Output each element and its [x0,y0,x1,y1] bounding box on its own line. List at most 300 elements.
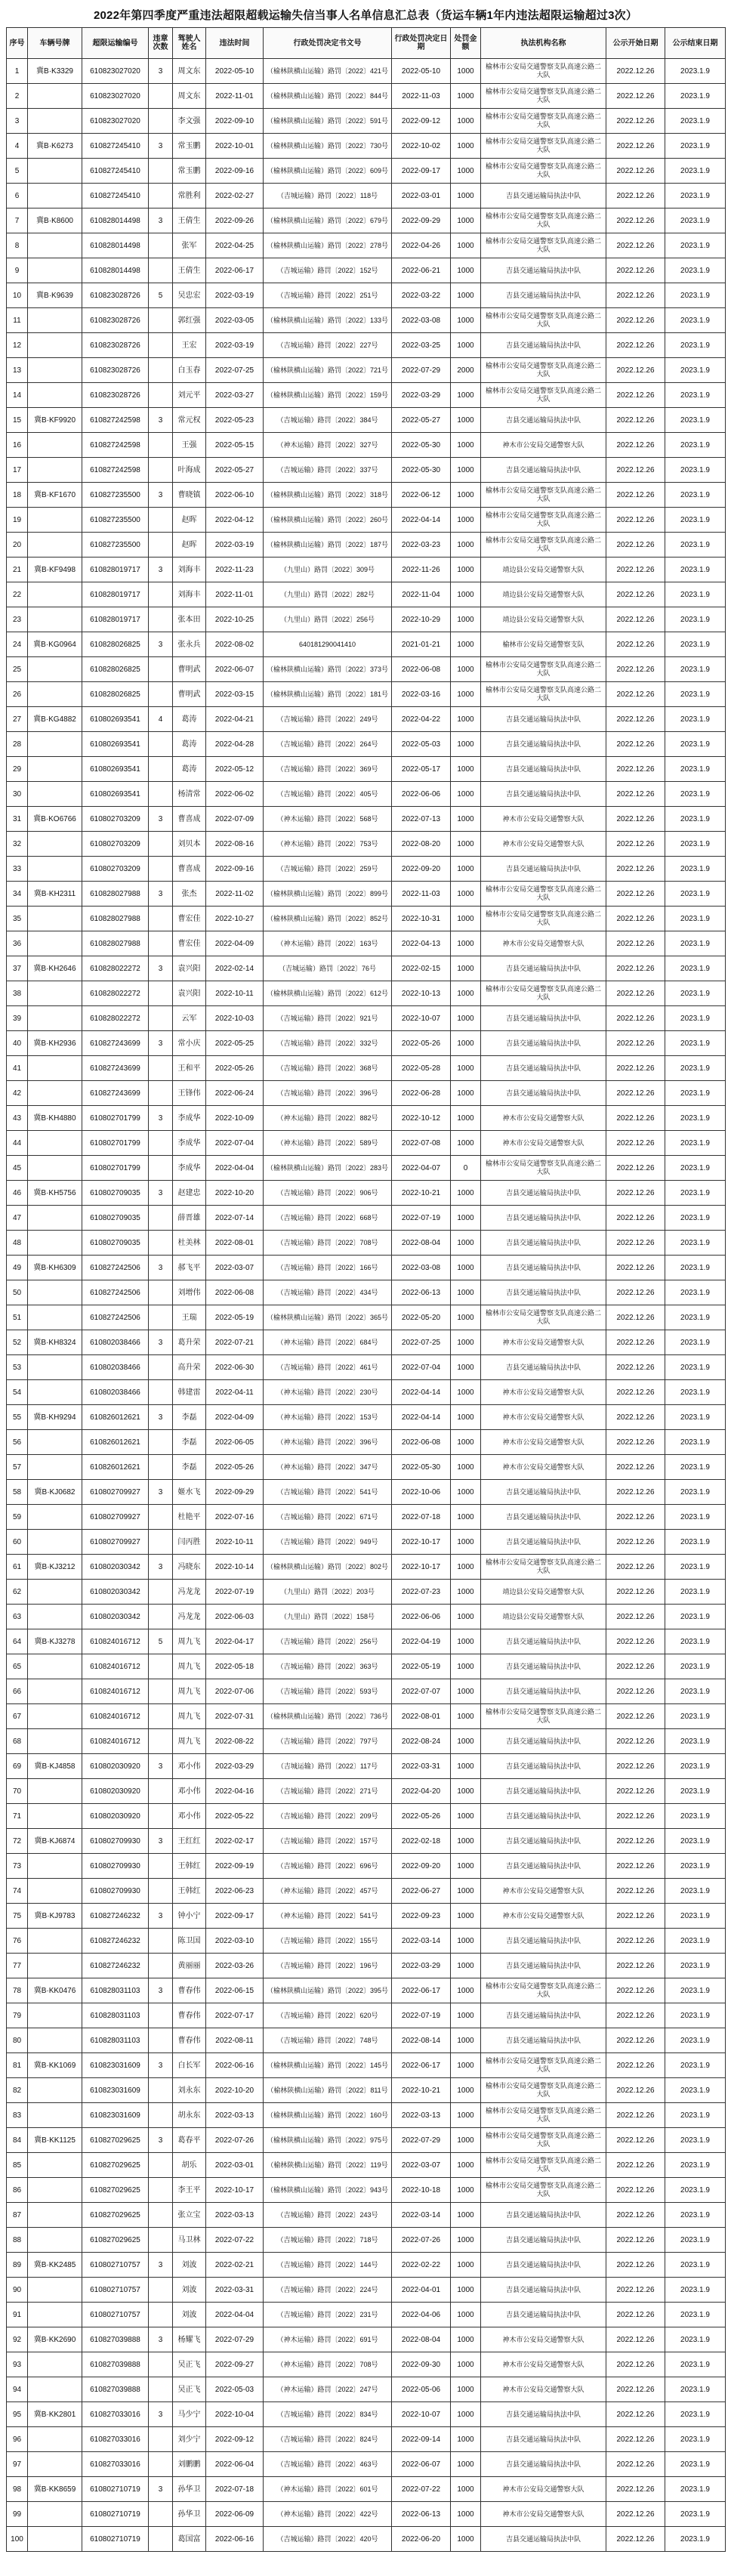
header-violation-date: 违法时间 [206,28,264,59]
cell-decision-no: 640181290041410 [264,632,392,657]
cell-publish-start: 2022.12.26 [606,483,665,508]
cell-decision-date: 2022-10-17 [392,1530,451,1555]
cell-plate [28,931,82,956]
cell-fine: 1000 [451,2053,481,2078]
cell-violation-count: 3 [149,558,173,582]
cell-agency: 榆林市公安局交通警察支队高速公路二大队 [481,308,606,333]
cell-decision-date: 2022-06-13 [392,1280,451,1305]
cell-publish-end: 2023.1.9 [665,2303,726,2327]
cell-index: 66 [7,1679,28,1704]
cell-violation-count [149,233,173,258]
cell-decision-date: 2022-09-29 [392,208,451,233]
cell-agency: 榆林市公安局交通警察支队高速公路二大队 [481,1156,606,1181]
cell-driver: 刘波 [173,2253,206,2278]
cell-index: 31 [7,807,28,832]
cell-publish-start: 2022.12.26 [606,981,665,1006]
cell-violation-date: 2022-06-02 [206,782,264,807]
cell-violation-count [149,832,173,857]
cell-publish-start: 2022.12.26 [606,134,665,159]
cell-decision-date: 2022-06-21 [392,258,451,283]
table-row [7,383,726,408]
cell-plate: 冀B·KH4880 [28,1106,82,1131]
table-row [7,1929,726,1954]
cell-publish-end: 2023.1.9 [665,508,726,533]
cell-driver: 韩建雷 [173,1380,206,1405]
cell-publish-start: 2022.12.26 [606,2053,665,2078]
cell-publish-start: 2022.12.26 [606,1131,665,1156]
cell-index: 45 [7,1156,28,1181]
cell-violation-date: 2022-06-07 [206,657,264,682]
cell-decision-no: （神木运输）路罚〔2022〕882号 [264,1106,392,1131]
cell-plate [28,1380,82,1405]
cell-decision-date: 2022-10-17 [392,1555,451,1580]
table-row [7,1305,726,1330]
cell-permit-no: 610827033016 [82,2452,149,2477]
cell-permit-no: 610827243699 [82,1031,149,1056]
cell-violation-count: 3 [149,2327,173,2352]
table-row [7,283,726,308]
cell-plate: 冀B·KH5756 [28,1181,82,1206]
cell-index: 30 [7,782,28,807]
cell-agency: 榆林市公安局交通警察支队高速公路二大队 [481,358,606,383]
table-row [7,857,726,882]
table-row [7,308,726,333]
cell-agency: 吉县交通运输局执法中队 [481,1256,606,1280]
cell-fine: 1000 [451,558,481,582]
cell-fine: 1000 [451,308,481,333]
cell-index: 63 [7,1605,28,1629]
cell-permit-no: 610827243699 [82,1056,149,1081]
cell-publish-end: 2023.1.9 [665,1380,726,1405]
header-violation-count: 违章次数 [149,28,173,59]
cell-decision-no: （吉城运输）路罚〔2022〕117号 [264,1754,392,1779]
cell-agency: 吉县交通运输局执法中队 [481,408,606,433]
table-row [7,1904,726,1929]
cell-violation-count: 3 [149,1978,173,2003]
cell-violation-count: 3 [149,208,173,233]
table-row [7,732,726,757]
cell-permit-no: 610802701799 [82,1131,149,1156]
cell-decision-no: （吉城运输）路罚〔2022〕166号 [264,1256,392,1280]
cell-decision-no: （榆林陕横山运输）路罚〔2022〕852号 [264,907,392,931]
cell-plate: 冀B·KK2801 [28,2402,82,2427]
table-row [7,1555,726,1580]
cell-agency: 吉县交通运输局执法中队 [481,1854,606,1879]
cell-violation-count [149,1605,173,1629]
header-plate: 车辆号牌 [28,28,82,59]
cell-plate [28,657,82,682]
cell-publish-end: 2023.1.9 [665,2128,726,2153]
cell-violation-date: 2022-03-05 [206,308,264,333]
cell-plate: 冀B·KK2690 [28,2327,82,2352]
table-row [7,258,726,283]
cell-decision-date: 2022-11-03 [392,882,451,907]
cell-fine: 1000 [451,1106,481,1131]
cell-decision-date: 2022-07-13 [392,807,451,832]
cell-violation-date: 2022-07-26 [206,2128,264,2153]
cell-publish-end: 2023.1.9 [665,1978,726,2003]
cell-publish-end: 2023.1.9 [665,1256,726,1280]
cell-agency: 吉县交通运输局执法中队 [481,1081,606,1106]
cell-agency: 吉县交通运输局执法中队 [481,1954,606,1978]
cell-driver: 曹晓镇 [173,483,206,508]
cell-plate [28,1056,82,1081]
cell-plate: 冀B·KJ3212 [28,1555,82,1580]
cell-plate [28,1131,82,1156]
cell-agency: 吉县交通运输局执法中队 [481,1654,606,1679]
cell-violation-count: 3 [149,1181,173,1206]
cell-decision-date: 2022-05-19 [392,1654,451,1679]
cell-agency: 吉县交通运输局执法中队 [481,757,606,782]
cell-violation-date: 2022-03-19 [206,333,264,358]
table-row [7,433,726,458]
cell-driver: 张本田 [173,607,206,632]
cell-publish-start: 2022.12.26 [606,1305,665,1330]
cell-agency: 吉县交通运输局执法中队 [481,2003,606,2028]
cell-publish-start: 2022.12.26 [606,233,665,258]
cell-publish-start: 2022.12.26 [606,757,665,782]
cell-violation-count: 3 [149,2053,173,2078]
cell-agency: 神木市公安局交通警察大队 [481,2502,606,2527]
cell-fine: 1000 [451,2327,481,2352]
cell-driver: 张杰 [173,882,206,907]
cell-index: 99 [7,2502,28,2527]
cell-plate [28,2452,82,2477]
cell-violation-date: 2022-05-12 [206,757,264,782]
cell-fine: 1000 [451,1256,481,1280]
cell-fine: 1000 [451,1131,481,1156]
table-row [7,1505,726,1530]
cell-permit-no: 610827245410 [82,184,149,208]
cell-index: 59 [7,1505,28,1530]
cell-plate [28,732,82,757]
cell-plate [28,2278,82,2303]
cell-fine: 1000 [451,1405,481,1430]
cell-publish-start: 2022.12.26 [606,2452,665,2477]
cell-violation-date: 2022-05-26 [206,1455,264,1480]
cell-driver: 刘增伟 [173,1280,206,1305]
cell-decision-no: （吉城运输）路罚〔2022〕368号 [264,1056,392,1081]
cell-driver: 曹春伟 [173,2028,206,2053]
cell-publish-start: 2022.12.26 [606,882,665,907]
cell-decision-no: （榆林陕横山运输）路罚〔2022〕373号 [264,657,392,682]
cell-index: 76 [7,1929,28,1954]
cell-agency: 吉县交通运输局执法中队 [481,2452,606,2477]
cell-fine: 1000 [451,1330,481,1355]
cell-driver: 王强 [173,433,206,458]
cell-plate [28,2502,82,2527]
table-row [7,2253,726,2278]
cell-violation-count [149,1505,173,1530]
cell-decision-no: （榆林陕横山运输）路罚〔2022〕736号 [264,1704,392,1729]
cell-plate: 冀B·KG4882 [28,707,82,732]
cell-violation-date: 2022-06-09 [206,2502,264,2527]
cell-decision-date: 2022-05-06 [392,2377,451,2402]
cell-index: 18 [7,483,28,508]
cell-violation-date: 2022-05-22 [206,1804,264,1829]
cell-plate [28,258,82,283]
cell-driver: 常小庆 [173,1031,206,1056]
table-row [7,582,726,607]
cell-publish-end: 2023.1.9 [665,1181,726,1206]
cell-permit-no: 610828031103 [82,1978,149,2003]
cell-plate [28,1804,82,1829]
cell-decision-date: 2022-08-20 [392,832,451,857]
cell-decision-no: （神木运输）路罚〔2022〕327号 [264,433,392,458]
cell-publish-start: 2022.12.26 [606,2527,665,2552]
cell-violation-date: 2022-06-08 [206,1280,264,1305]
cell-fine: 1000 [451,1280,481,1305]
cell-decision-no: （吉城运输）路罚〔2022〕671号 [264,1505,392,1530]
cell-index: 57 [7,1455,28,1480]
cell-decision-date: 2022-05-26 [392,1804,451,1829]
cell-plate [28,308,82,333]
cell-decision-no: （榆林陕横山运输）路罚〔2022〕844号 [264,84,392,109]
table-row [7,1605,726,1629]
cell-violation-date: 2022-02-17 [206,1829,264,1854]
cell-publish-start: 2022.12.26 [606,1006,665,1031]
cell-violation-date: 2022-10-03 [206,1006,264,1031]
cell-driver: 王宏 [173,333,206,358]
cell-permit-no: 610802709927 [82,1480,149,1505]
cell-publish-end: 2023.1.9 [665,1555,726,1580]
cell-publish-end: 2023.1.9 [665,1006,726,1031]
cell-publish-start: 2022.12.26 [606,2327,665,2352]
cell-publish-start: 2022.12.26 [606,2502,665,2527]
cell-permit-no: 610802038466 [82,1380,149,1405]
cell-violation-count [149,1779,173,1804]
cell-decision-no: （榆林陕横山运输）路罚〔2022〕278号 [264,233,392,258]
cell-driver: 王韩红 [173,1879,206,1904]
table-row [7,1978,726,2003]
cell-decision-no: （吉城运输）路罚〔2022〕921号 [264,1006,392,1031]
cell-violation-count [149,333,173,358]
cell-fine: 1000 [451,2377,481,2402]
cell-publish-start: 2022.12.26 [606,931,665,956]
cell-index: 27 [7,707,28,732]
cell-permit-no: 610802030920 [82,1804,149,1829]
cell-decision-date: 2022-06-06 [392,1605,451,1629]
cell-publish-end: 2023.1.9 [665,1231,726,1256]
cell-publish-start: 2022.12.26 [606,857,665,882]
cell-decision-no: （吉城运输）路罚〔2022〕231号 [264,2303,392,2327]
cell-violation-count [149,2278,173,2303]
cell-index: 3 [7,109,28,134]
cell-decision-no: （神木运输）路罚〔2022〕691号 [264,2327,392,2352]
cell-index: 89 [7,2253,28,2278]
cell-driver: 李文强 [173,109,206,134]
cell-violation-count [149,2452,173,2477]
cell-publish-end: 2023.1.9 [665,1530,726,1555]
cell-publish-end: 2023.1.9 [665,2003,726,2028]
cell-agency: 榆林市公安局交通警察支队高速公路二大队 [481,981,606,1006]
cell-driver: 周九飞 [173,1629,206,1654]
cell-fine: 1000 [451,2502,481,2527]
cell-index: 44 [7,1131,28,1156]
cell-violation-date: 2022-09-27 [206,2352,264,2377]
cell-agency: 神木市公安局交通警察大队 [481,433,606,458]
cell-index: 35 [7,907,28,931]
cell-publish-start: 2022.12.26 [606,1380,665,1405]
cell-driver: 曹宏佳 [173,907,206,931]
cell-permit-no: 610823028726 [82,308,149,333]
cell-violation-date: 2022-07-18 [206,2477,264,2502]
cell-permit-no: 610823031609 [82,2053,149,2078]
cell-index: 54 [7,1380,28,1405]
cell-permit-no: 610828022272 [82,981,149,1006]
cell-publish-end: 2023.1.9 [665,931,726,956]
cell-permit-no: 610802030342 [82,1605,149,1629]
cell-plate [28,2228,82,2253]
cell-permit-no: 610802038466 [82,1355,149,1380]
cell-violation-count [149,1580,173,1605]
cell-violation-count [149,2427,173,2452]
cell-permit-no: 610823028726 [82,383,149,408]
cell-fine: 1000 [451,1006,481,1031]
cell-index: 14 [7,383,28,408]
cell-permit-no: 610802709035 [82,1181,149,1206]
cell-index: 41 [7,1056,28,1081]
cell-decision-no: （榆林陕横山运输）路罚〔2022〕395号 [264,1978,392,2003]
cell-publish-start: 2022.12.26 [606,1929,665,1954]
cell-decision-date: 2022-07-23 [392,1580,451,1605]
cell-publish-start: 2022.12.26 [606,1430,665,1455]
cell-publish-end: 2023.1.9 [665,2253,726,2278]
cell-decision-date: 2022-03-08 [392,1256,451,1280]
cell-decision-no: （榆林陕横山运输）路罚〔2022〕187号 [264,533,392,558]
cell-publish-start: 2022.12.26 [606,1704,665,1729]
cell-permit-no: 610828019717 [82,607,149,632]
cell-decision-date: 2022-06-08 [392,1430,451,1455]
cell-decision-date: 2022-07-26 [392,2228,451,2253]
header-publish-start: 公示开始日期 [606,28,665,59]
table-row [7,483,726,508]
cell-agency: 榆林市公安局交通警察支队高速公路二大队 [481,508,606,533]
table-row [7,981,726,1006]
cell-violation-date: 2022-10-01 [206,134,264,159]
cell-violation-date: 2022-05-15 [206,433,264,458]
cell-decision-no: （九里山）路罚〔2022〕256号 [264,607,392,632]
cell-publish-start: 2022.12.26 [606,1779,665,1804]
cell-violation-count [149,582,173,607]
cell-permit-no: 610828027988 [82,931,149,956]
cell-decision-no: （吉城运输）路罚〔2022〕256号 [264,1629,392,1654]
cell-decision-no: （榆林陕横山运输）路罚〔2022〕591号 [264,109,392,134]
cell-violation-date: 2022-03-27 [206,383,264,408]
cell-permit-no: 610827235500 [82,533,149,558]
cell-index: 85 [7,2153,28,2178]
cell-plate: 冀B·KO6766 [28,807,82,832]
cell-publish-start: 2022.12.26 [606,109,665,134]
cell-violation-count: 3 [149,1031,173,1056]
cell-plate: 冀B·KK8659 [28,2477,82,2502]
cell-plate [28,1580,82,1605]
cell-publish-start: 2022.12.26 [606,2028,665,2053]
cell-agency: 榆林市公安局交通警察支队高速公路二大队 [481,1704,606,1729]
table-row [7,1430,726,1455]
cell-publish-end: 2023.1.9 [665,1081,726,1106]
cell-agency: 吉县交通运输局执法中队 [481,1280,606,1305]
cell-publish-end: 2023.1.9 [665,2228,726,2253]
cell-violation-date: 2022-04-11 [206,1380,264,1405]
cell-violation-date: 2022-04-09 [206,1405,264,1430]
cell-publish-start: 2022.12.26 [606,1605,665,1629]
table-row [7,358,726,383]
cell-publish-end: 2023.1.9 [665,1131,726,1156]
cell-decision-date: 2022-06-13 [392,2502,451,2527]
cell-publish-end: 2023.1.9 [665,358,726,383]
cell-agency: 吉县交通运输局执法中队 [481,956,606,981]
cell-permit-no: 610827243699 [82,1081,149,1106]
cell-agency: 吉县交通运输局执法中队 [481,2278,606,2303]
cell-publish-end: 2023.1.9 [665,2502,726,2527]
cell-publish-end: 2023.1.9 [665,2327,726,2352]
cell-agency: 神木市公安局交通警察大队 [481,931,606,956]
cell-index: 37 [7,956,28,981]
cell-publish-start: 2022.12.26 [606,308,665,333]
cell-decision-date: 2022-03-16 [392,682,451,707]
cell-agency: 吉县交通运输局执法中队 [481,258,606,283]
cell-permit-no: 610823028726 [82,283,149,308]
cell-agency: 榆林市公安局交通警察支队高速公路二大队 [481,533,606,558]
cell-decision-date: 2022-10-29 [392,607,451,632]
cell-index: 80 [7,2028,28,2053]
cell-agency: 吉县交通运输局执法中队 [481,2303,606,2327]
cell-decision-date: 2022-03-25 [392,333,451,358]
cell-violation-count [149,184,173,208]
cell-decision-date: 2022-10-13 [392,981,451,1006]
cell-decision-no: （吉城运输）路罚〔2022〕209号 [264,1804,392,1829]
cell-plate [28,1206,82,1231]
cell-permit-no: 610802710757 [82,2278,149,2303]
cell-publish-start: 2022.12.26 [606,1256,665,1280]
cell-plate [28,782,82,807]
table-row [7,508,726,533]
cell-publish-end: 2023.1.9 [665,1729,726,1754]
cell-violation-count [149,258,173,283]
cell-permit-no: 610802709927 [82,1505,149,1530]
cell-violation-count: 3 [149,1904,173,1929]
cell-index: 47 [7,1206,28,1231]
table-row [7,1704,726,1729]
cell-plate [28,458,82,483]
cell-decision-date: 2022-05-28 [392,1056,451,1081]
cell-violation-count [149,1380,173,1405]
cell-index: 96 [7,2427,28,2452]
cell-publish-start: 2022.12.26 [606,2377,665,2402]
cell-fine: 1000 [451,1754,481,1779]
cell-permit-no: 610827242506 [82,1256,149,1280]
cell-driver: 张军 [173,233,206,258]
cell-decision-date: 2022-04-14 [392,1405,451,1430]
header-row [7,28,726,59]
cell-violation-count [149,857,173,882]
cell-decision-no: （吉城运输）路罚〔2022〕259号 [264,857,392,882]
cell-permit-no: 610827029625 [82,2153,149,2178]
cell-plate [28,433,82,458]
cell-publish-end: 2023.1.9 [665,2402,726,2427]
table-row [7,558,726,582]
cell-driver: 白玉春 [173,358,206,383]
cell-plate [28,1679,82,1704]
cell-decision-no: （九里山）路罚〔2022〕282号 [264,582,392,607]
cell-plate [28,2303,82,2327]
cell-index: 75 [7,1904,28,1929]
cell-publish-end: 2023.1.9 [665,1405,726,1430]
cell-driver: 薛晋雄 [173,1206,206,1231]
cell-decision-no: （榆林陕横山运输）路罚〔2022〕899号 [264,882,392,907]
cell-driver: 李王平 [173,2178,206,2203]
